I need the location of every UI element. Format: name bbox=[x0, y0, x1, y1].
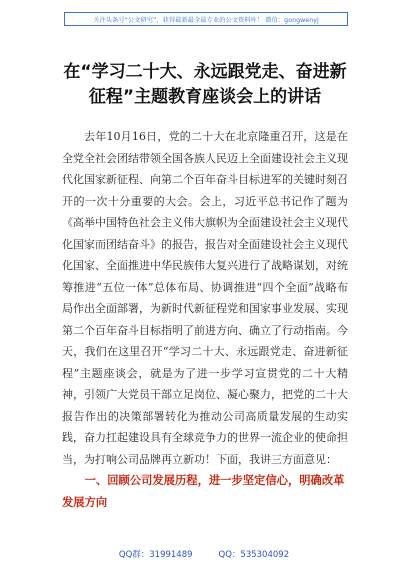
section-heading: 一、回顾公司发展历程，进一步坚定信心，明确改革发展方向 bbox=[62, 474, 345, 509]
document-body bbox=[62, 126, 348, 513]
footer-qq-group: QQ群：31991489 bbox=[118, 550, 193, 560]
document-title: 在“学习二十大、永远跟党走、奋进新征程”主题教育座谈会上的讲话 bbox=[63, 62, 347, 107]
footer-qq: QQ：535304092 bbox=[218, 550, 290, 560]
document-page bbox=[62, 60, 348, 513]
header-banner bbox=[64, 12, 348, 26]
page-footer bbox=[0, 548, 408, 560]
body-paragraph: 去年10月16日，党的二十大在北京隆重召开，这是在全党全社会团结带领全国各族人民迈上全面建设社会主义现代化国家新征程、向第二个百年奋斗目标进军的关键时刻召开的一次十分重要的大会。会上，习近平总书记作了题为《高举中国特色社会主义伟大旗帜为全面建设社会主义现代化国家而团结奋斗》的报告，报告对全面建设社会主义现代化国家、全面推进中华民族伟大复兴进行了战略谋划，对统筹推进“五位一体”总体布局、协调推进“四个全面”战略布局作出全面部署，为新时代新征程党和国家事业发展、实现第二个百年奋斗目标指明了前进方向、确立了行动指南。今天，我们在这里召开“学习二十大、永远跟党走、奋进新征程”主题座谈会，就是为了进一步学习宣贯党的二十大精神，引领广大党员干部立足岗位、凝心聚力，把党的二十大报告作出的决策部署转化为推动公司高质量发展的生动实践，奋力扛起建设具有全球竞争力的世界一流企业的使命担当，为打响公司品牌再立新功！下面，我讲三方面意见： bbox=[62, 130, 348, 466]
banner-text: 关注头条号“公文研究”，获得最新最全最专业的公文资料库！ 微信：gongwenyj bbox=[93, 16, 319, 24]
